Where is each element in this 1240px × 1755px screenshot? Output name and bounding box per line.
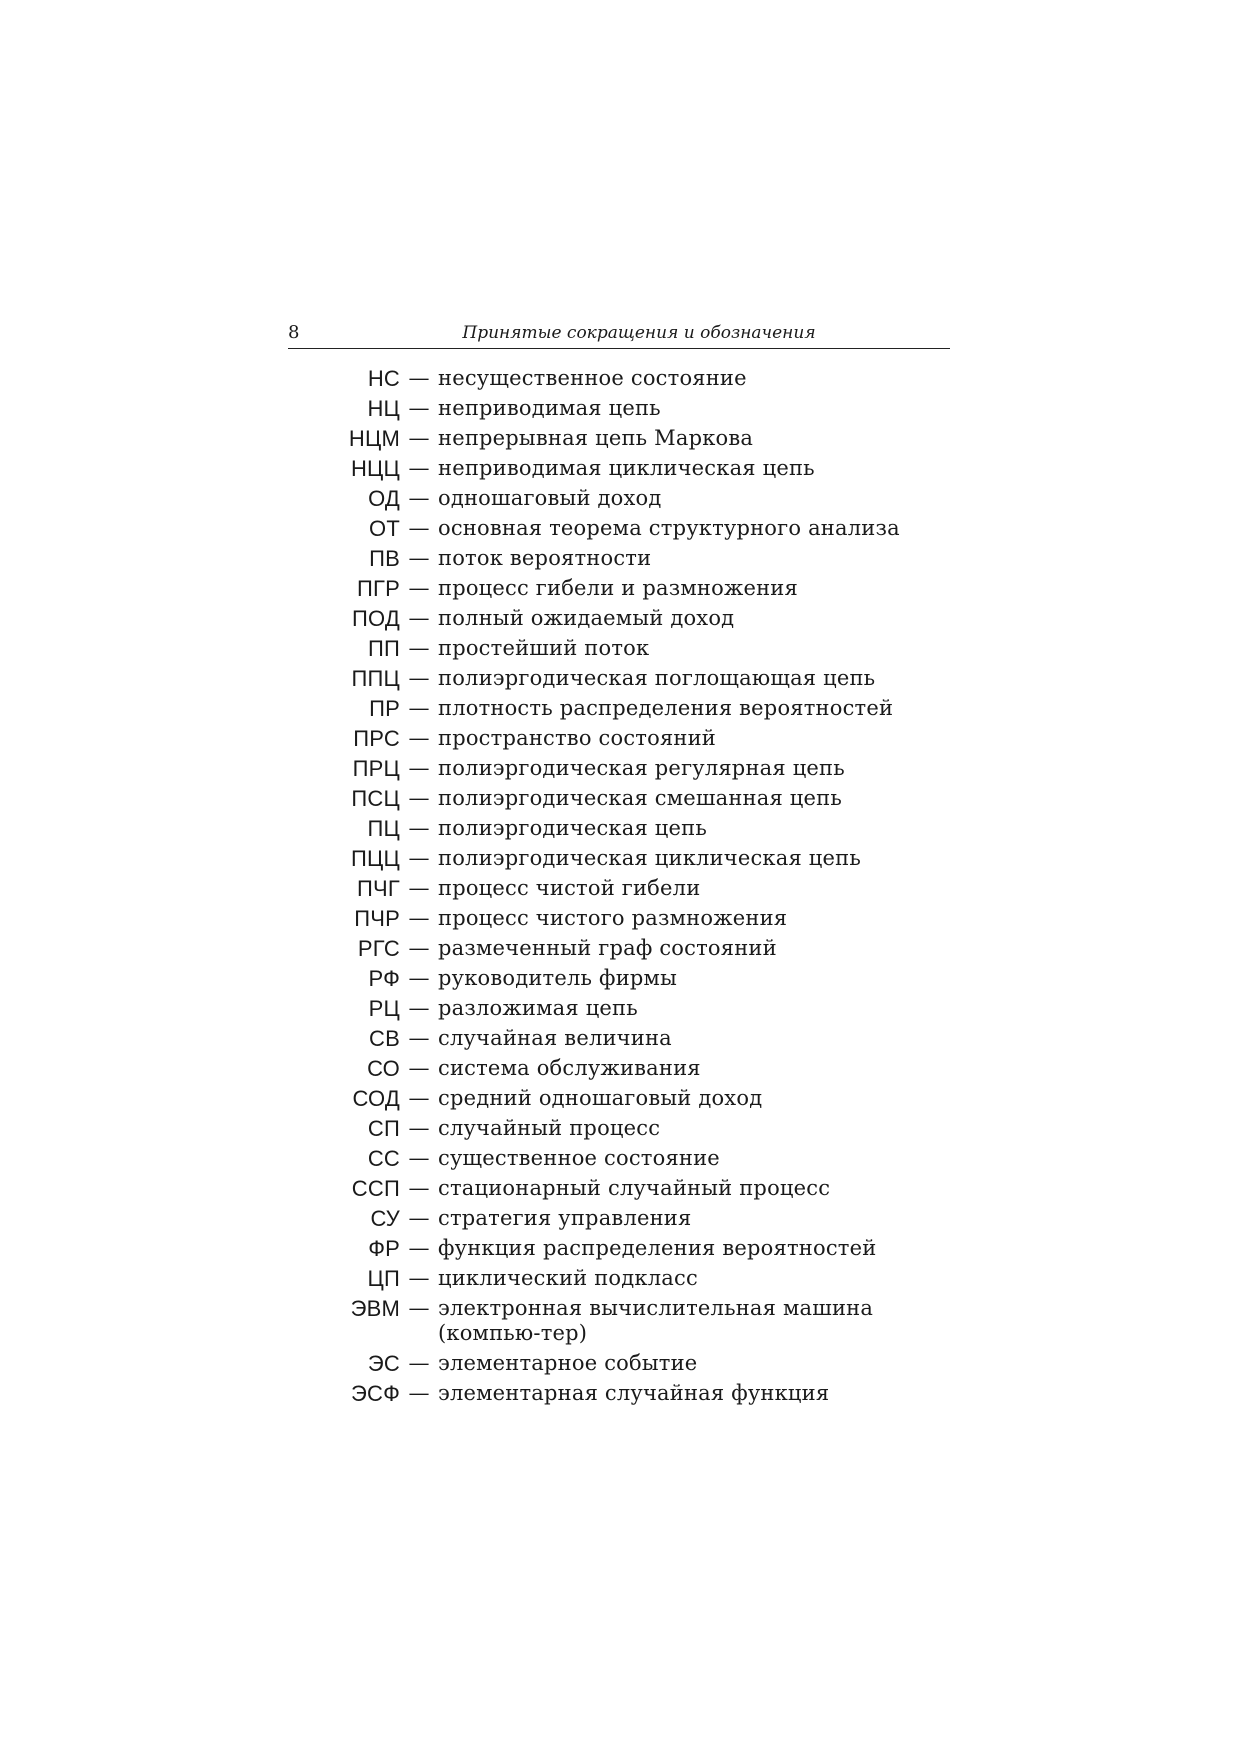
abbreviation-definition: процесс чистой гибели: [438, 876, 701, 900]
list-item: [288, 636, 950, 661]
em-dash-separator: —: [408, 906, 430, 930]
abbreviation-definition: функция распределения вероятностей: [438, 1236, 877, 1260]
abbreviation-definition: средний одношаговый доход: [438, 1086, 763, 1110]
abbreviation-term: ПЦ: [367, 816, 400, 841]
abbreviation-definition: размеченный граф состояний: [438, 936, 777, 960]
em-dash-separator: —: [408, 1116, 430, 1140]
abbreviation-definition: стационарный случайный процесс: [438, 1176, 831, 1200]
abbreviation-term: ЭС: [367, 1351, 400, 1376]
abbreviation-term: СС: [367, 1146, 400, 1171]
em-dash-separator: —: [408, 1351, 430, 1375]
abbreviation-term: ППЦ: [351, 666, 400, 691]
list-item: [288, 516, 950, 541]
abbreviation-term: ССП: [351, 1176, 400, 1201]
abbreviation-term: СОД: [352, 1086, 400, 1111]
abbreviation-term: НС: [367, 366, 400, 391]
list-item: [288, 846, 950, 871]
em-dash-separator: —: [408, 516, 430, 540]
list-item: [288, 816, 950, 841]
em-dash-separator: —: [408, 876, 430, 900]
abbreviation-definition: основная теорема структурного анализа: [438, 516, 900, 540]
list-item: [288, 756, 950, 781]
abbreviation-definition: элементарное событие: [438, 1351, 698, 1375]
abbreviation-term: ЭВМ: [350, 1296, 400, 1321]
em-dash-separator: —: [408, 1176, 430, 1200]
em-dash-separator: —: [408, 486, 430, 510]
abbreviation-term: ПРЦ: [352, 756, 400, 781]
abbreviation-definition: полиэргодическая смешанная цепь: [438, 786, 842, 810]
abbreviation-term: СУ: [370, 1206, 400, 1231]
abbreviation-term: ПГР: [357, 576, 400, 601]
list-item: [288, 1116, 950, 1141]
abbreviation-definition: неприводимая циклическая цепь: [438, 456, 815, 480]
list-item: [288, 576, 950, 601]
list-item: [288, 1381, 950, 1406]
abbreviation-term: ПРС: [353, 726, 400, 751]
abbreviation-term: СП: [367, 1116, 400, 1141]
abbreviation-definition: полный ожидаемый доход: [438, 606, 735, 630]
em-dash-separator: —: [408, 636, 430, 660]
list-item: [288, 606, 950, 631]
list-item: [288, 966, 950, 991]
abbreviation-list: [288, 366, 950, 1411]
list-item: [288, 486, 950, 511]
em-dash-separator: —: [408, 936, 430, 960]
em-dash-separator: —: [408, 366, 430, 390]
list-item: [288, 936, 950, 961]
abbreviation-definition: существенное состояние: [438, 1146, 720, 1170]
abbreviation-term: НЦМ: [348, 426, 400, 451]
page-number: 8: [288, 322, 300, 343]
em-dash-separator: —: [408, 1381, 430, 1405]
list-item: [288, 906, 950, 931]
list-item: [288, 876, 950, 901]
abbreviation-definition: случайная величина: [438, 1026, 672, 1050]
abbreviation-definition: полиэргодическая цепь: [438, 816, 707, 840]
list-item: [288, 1176, 950, 1201]
abbreviation-term: ПЦЦ: [351, 846, 400, 871]
abbreviation-term: РФ: [368, 966, 400, 991]
em-dash-separator: —: [408, 1266, 430, 1290]
em-dash-separator: —: [408, 726, 430, 750]
list-item: [288, 456, 950, 481]
abbreviation-definition: несущественное состояние: [438, 366, 747, 390]
abbreviation-definition: простейший поток: [438, 636, 650, 660]
abbreviation-term: ПВ: [369, 546, 400, 571]
list-item: [288, 696, 950, 721]
em-dash-separator: —: [408, 1056, 430, 1080]
list-item: [288, 1296, 950, 1346]
em-dash-separator: —: [408, 786, 430, 810]
list-item: [288, 1351, 950, 1376]
running-title: Принятые сокращения и обозначения: [462, 323, 816, 343]
abbreviation-term: ЦП: [367, 1266, 400, 1291]
em-dash-separator: —: [408, 456, 430, 480]
abbreviation-term: ПЧГ: [357, 876, 400, 901]
abbreviation-term: СВ: [369, 1026, 400, 1051]
list-item: [288, 1086, 950, 1111]
em-dash-separator: —: [408, 966, 430, 990]
abbreviation-term: НЦ: [367, 396, 400, 421]
abbreviation-definition: стратегия управления: [438, 1206, 692, 1230]
em-dash-separator: —: [408, 576, 430, 600]
abbreviation-definition: непрерывная цепь Маркова: [438, 426, 754, 450]
abbreviation-definition: полиэргодическая циклическая цепь: [438, 846, 861, 870]
abbreviation-term: ОД: [368, 486, 400, 511]
abbreviation-definition: процесс гибели и размножения: [438, 576, 798, 600]
abbreviation-definition: разложимая цепь: [438, 996, 638, 1020]
em-dash-separator: —: [408, 996, 430, 1020]
em-dash-separator: —: [408, 1296, 430, 1320]
em-dash-separator: —: [408, 606, 430, 630]
em-dash-separator: —: [408, 426, 430, 450]
list-item: [288, 726, 950, 751]
abbreviation-definition: полиэргодическая регулярная цепь: [438, 756, 845, 780]
abbreviation-definition: полиэргодическая поглощающая цепь: [438, 666, 876, 690]
abbreviation-term: ПП: [367, 636, 400, 661]
abbreviation-term: НЦЦ: [350, 456, 400, 481]
list-item: [288, 996, 950, 1021]
abbreviation-term: СО: [367, 1056, 400, 1081]
abbreviation-term: ПОД: [352, 606, 400, 631]
abbreviation-term: ПР: [369, 696, 400, 721]
em-dash-separator: —: [408, 666, 430, 690]
abbreviation-definition: случайный процесс: [438, 1116, 661, 1140]
abbreviation-definition: пространство состояний: [438, 726, 717, 750]
abbreviation-definition: руководитель фирмы: [438, 966, 677, 990]
list-item: [288, 366, 950, 391]
list-item: [288, 786, 950, 811]
abbreviation-definition: процесс чистого размножения: [438, 906, 788, 930]
list-item: [288, 1146, 950, 1171]
em-dash-separator: —: [408, 1236, 430, 1260]
list-item: [288, 1026, 950, 1051]
em-dash-separator: —: [408, 696, 430, 720]
abbreviation-definition: плотность распределения вероятностей: [438, 696, 894, 720]
abbreviation-definition: электронная вычислительная машина (компью-тер): [438, 1296, 874, 1345]
em-dash-separator: —: [408, 1206, 430, 1230]
em-dash-separator: —: [408, 1146, 430, 1170]
list-item: [288, 1236, 950, 1261]
abbreviation-term: ЭСФ: [350, 1381, 400, 1406]
abbreviation-term: РЦ: [368, 996, 400, 1021]
em-dash-separator: —: [408, 816, 430, 840]
list-item: [288, 1056, 950, 1081]
page-header: [288, 322, 950, 349]
em-dash-separator: —: [408, 1026, 430, 1050]
list-item: [288, 1206, 950, 1231]
abbreviation-term: ПЧР: [354, 906, 400, 931]
list-item: [288, 546, 950, 571]
abbreviation-term: РГС: [357, 936, 400, 961]
abbreviation-definition: система обслуживания: [438, 1056, 701, 1080]
list-item: [288, 426, 950, 451]
abbreviation-term: ФР: [368, 1236, 400, 1261]
em-dash-separator: —: [408, 756, 430, 780]
abbreviation-definition: циклический подкласс: [438, 1266, 698, 1290]
abbreviation-definition: неприводимая цепь: [438, 396, 661, 420]
abbreviation-definition: поток вероятности: [438, 546, 652, 570]
em-dash-separator: —: [408, 1086, 430, 1110]
em-dash-separator: —: [408, 396, 430, 420]
abbreviation-definition: элементарная случайная функция: [438, 1381, 830, 1405]
abbreviation-term: ПСЦ: [351, 786, 400, 811]
list-item: [288, 396, 950, 421]
abbreviation-definition: одношаговый доход: [438, 486, 662, 510]
em-dash-separator: —: [408, 846, 430, 870]
list-item: [288, 1266, 950, 1291]
list-item: [288, 666, 950, 691]
em-dash-separator: —: [408, 546, 430, 570]
abbreviation-term: ОТ: [369, 516, 400, 541]
